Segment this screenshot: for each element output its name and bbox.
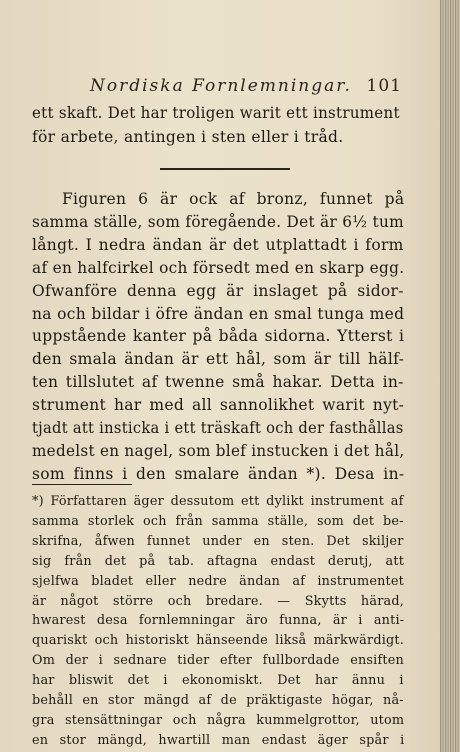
body-line: na och bildar i öfre ändan en smal tunga med — [32, 304, 405, 323]
section-divider — [160, 168, 290, 170]
footnote-line: behåll en stor mängd af de präktigaste högar, nå- — [32, 693, 404, 708]
body-line: som finns i den smalare ändan *). Desa in- — [32, 464, 405, 483]
footnote-line: har bliswit det i ekonomiskt. Det har ännu i — [32, 673, 404, 689]
footnote-line: en stor mängd, hwartill man endast äger spår i — [32, 732, 405, 748]
footnote-line: skrifna, åfwen funnet under en sten. Det skiljer — [32, 533, 404, 549]
body-line: medelst en nagel, som blef instucken i det hål, — [32, 441, 405, 460]
footnote-line: gra stensättningar och några kummelgrottor, utom — [32, 712, 405, 728]
body-line: uppstående kanter på båda sidorna. Ytterst i — [32, 327, 405, 346]
footnote-line: är något större och bredare. — Skytts härad, — [32, 593, 405, 609]
body-line: af en halfcirkel och försedt med en skarp egg. — [32, 258, 405, 277]
body-line: samma ställe, som föregående. Det är 6½ tum — [32, 212, 404, 231]
running-title: Nordiska Fornlemningar. — [90, 76, 352, 96]
page-number: 101 — [366, 76, 402, 96]
footnote-line: sig från det på tab. aftagna endast derutj, att — [32, 553, 405, 569]
body-line: ten tillslutet af twenne små hakar. Detta in- — [32, 373, 404, 392]
footnote-line: samma storlek och från samma ställe, som det be- — [32, 513, 404, 529]
body-line: Ofwanföre denna egg är inslaget på sidor- — [32, 281, 404, 300]
body-line: den smala ändan är ett hål, som är till hälf- — [32, 350, 405, 369]
body-line: strument har med all sannolikhet warit nyt- — [32, 396, 405, 415]
footnote-line: quariskt och historiskt hänseende likså märkwärdigt. — [32, 633, 405, 649]
footnote-line: hwarest desa fornlemningar äro funna, är i anti- — [32, 613, 405, 629]
body-line: långt. I nedra ändan är det utplattadt i form — [32, 235, 404, 254]
footnote-line: *) Författaren äger dessutom ett dylikt instrument af — [32, 494, 404, 509]
page-edges — [440, 0, 460, 752]
body-line: tjadt att insticka i ett träskaft och der fasthållas — [32, 419, 404, 437]
footnote-line: Om der i sednare tider efter fullbordade ensiften — [32, 653, 404, 669]
running-header — [90, 76, 402, 100]
footnote-divider — [32, 484, 132, 485]
footnote-line: sjelfwa bladet eller nedre ändan af instrumentet — [32, 573, 405, 589]
body-line: Figuren 6 är ock af bronz, funnet på — [62, 190, 405, 208]
carryover-line: för arbete, antingen i sten eller i tråd. — [32, 128, 344, 146]
carryover-line: ett skaft. Det har troligen warit ett instrument — [32, 104, 400, 122]
